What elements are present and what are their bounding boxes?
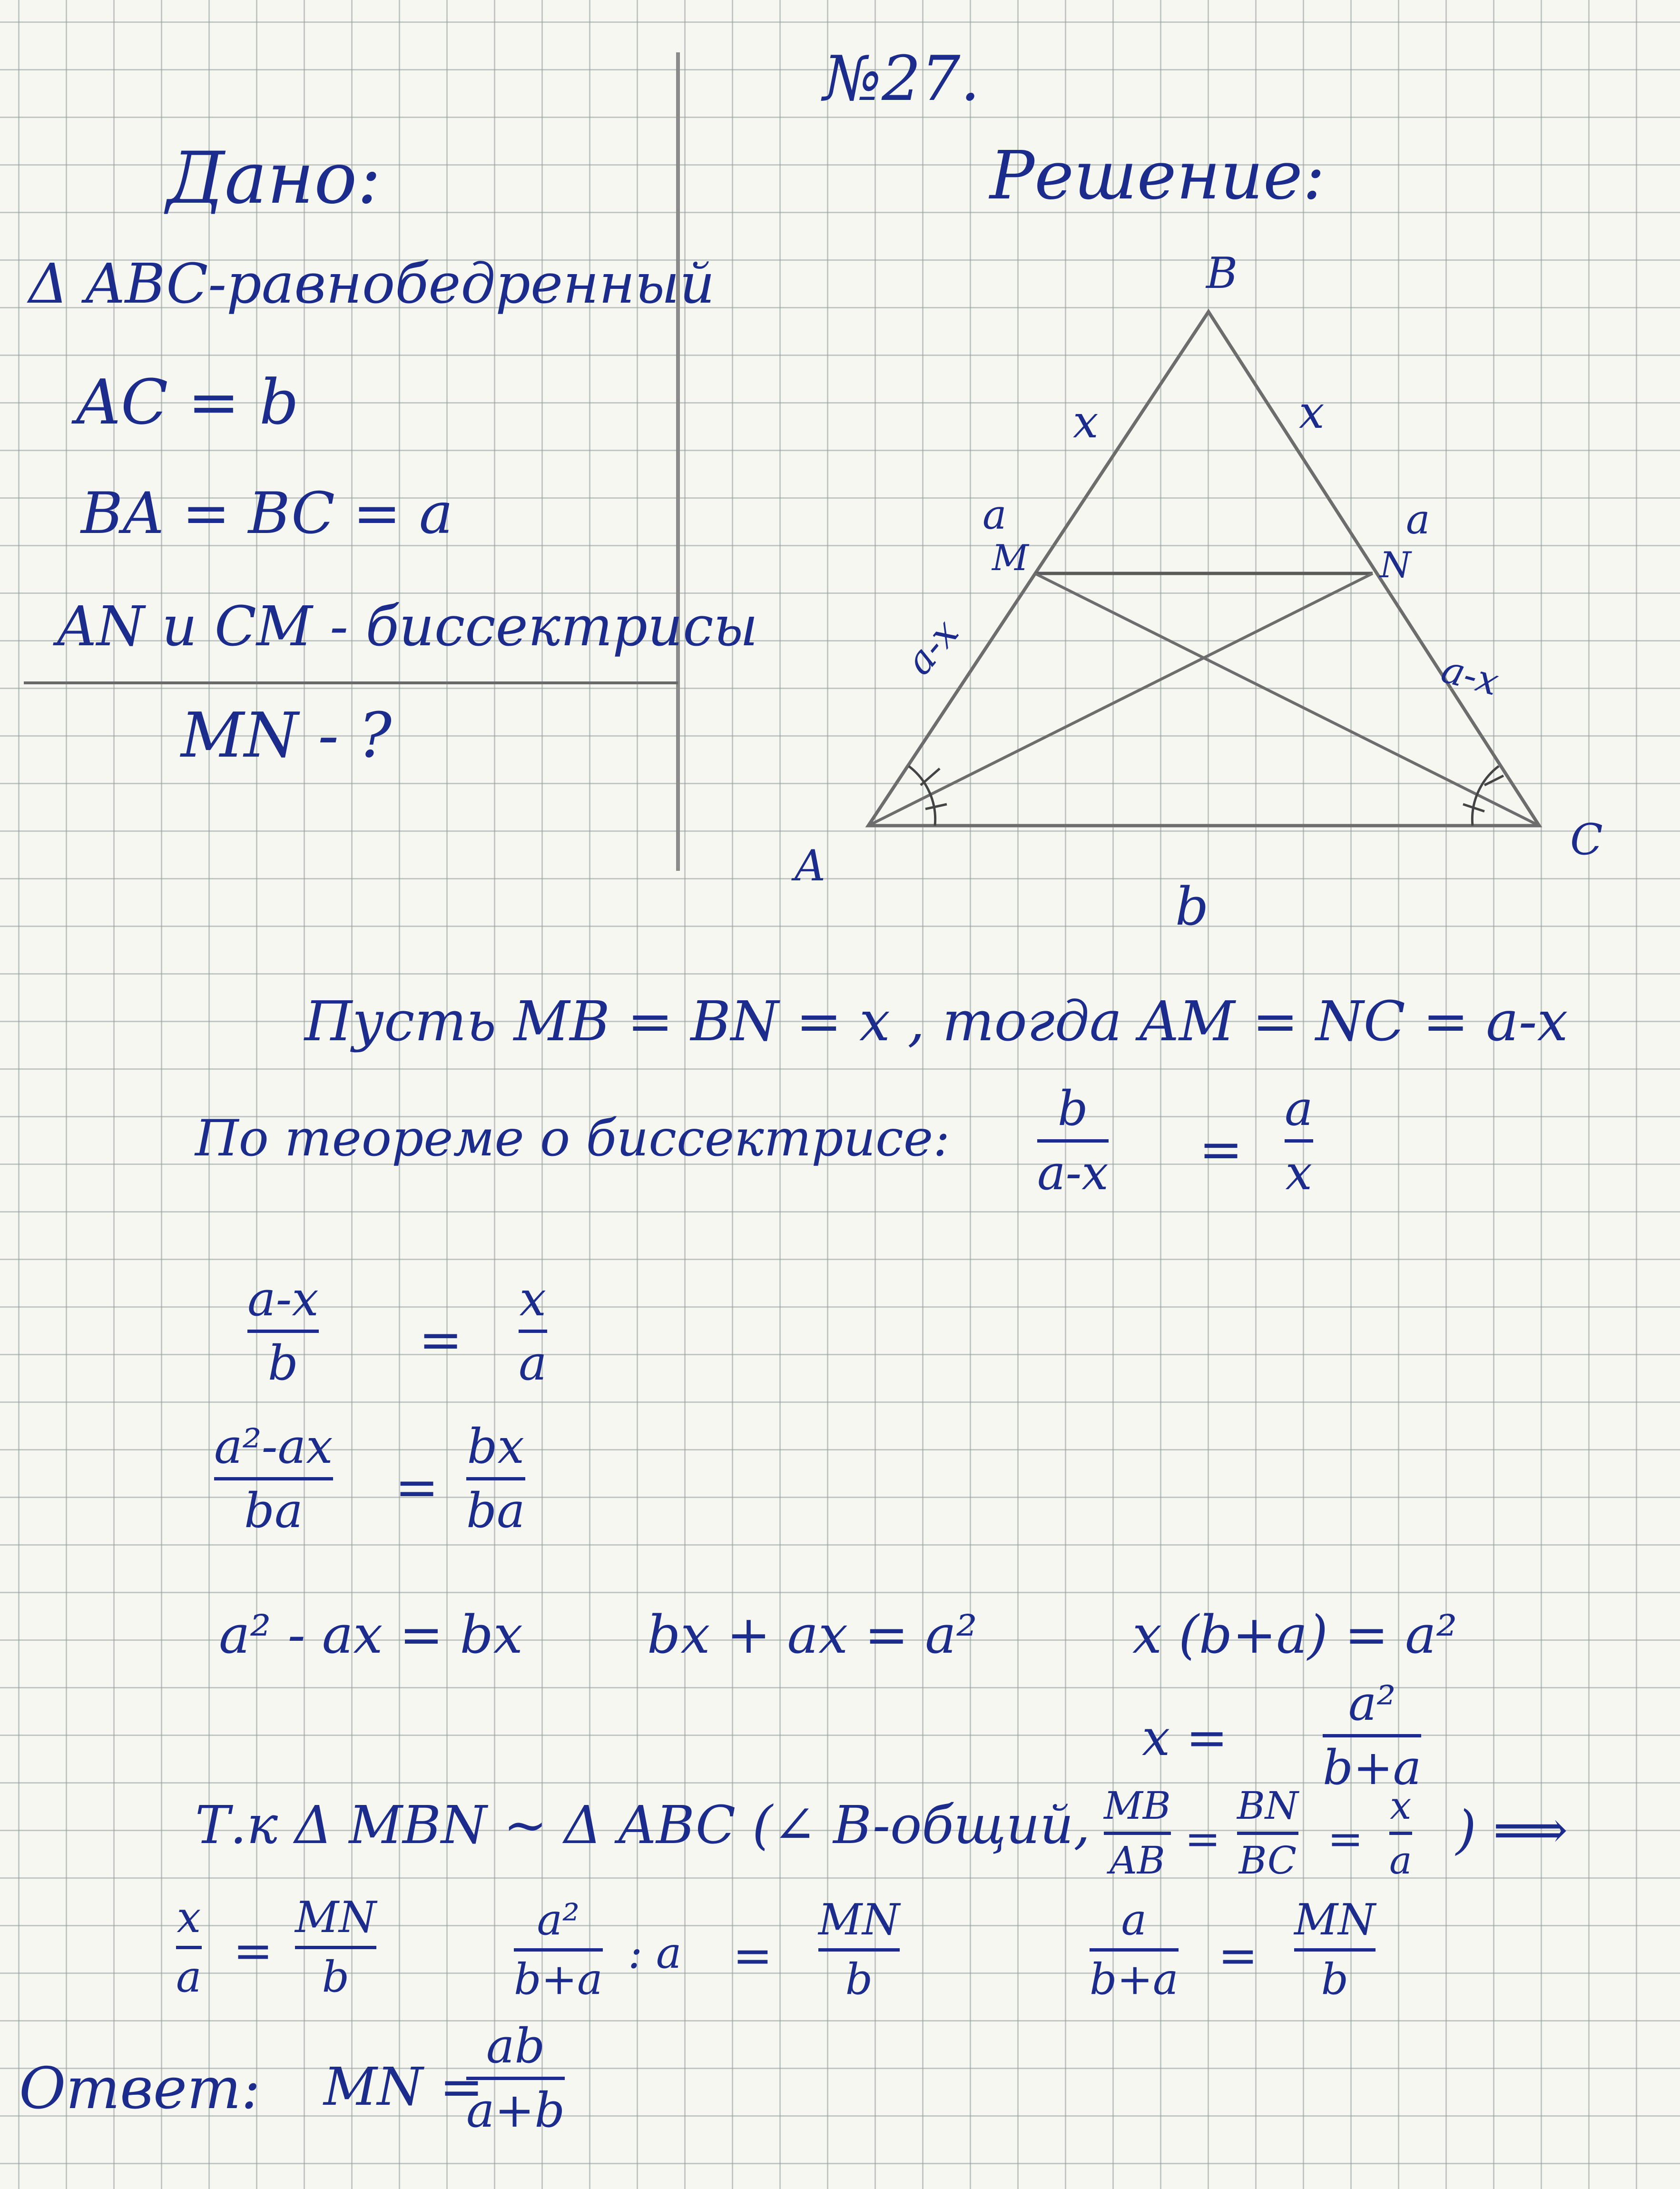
label-x-right: x — [1299, 386, 1325, 439]
answer-numerator: ab — [486, 2018, 545, 2074]
eq3-numerator-left: a²-ax — [214, 1419, 333, 1474]
answer-lhs: MN = — [324, 2056, 484, 2117]
label-a-right: a — [1406, 496, 1430, 543]
ratio-fraction-1 — [1104, 1784, 1171, 1883]
eq7-n1: a² — [537, 1895, 580, 1945]
eq8-d1: b+a — [1090, 1954, 1179, 2004]
eq1-left-fraction — [1037, 1081, 1109, 1201]
eq6-n1: x — [177, 1893, 201, 1942]
eq8-n1: a — [1121, 1895, 1147, 1945]
ratio-n1: MB — [1104, 1784, 1171, 1828]
answer-fraction — [466, 2018, 565, 2138]
eq5-lhs: x = — [1142, 1709, 1228, 1767]
eq1-numerator-left: b — [1057, 1081, 1088, 1136]
bisector-an — [868, 573, 1373, 826]
label-n: N — [1380, 544, 1411, 586]
eq5-fraction — [1323, 1676, 1422, 1795]
eq7-d1: b+a — [514, 1954, 603, 2004]
label-b: B — [1206, 248, 1238, 298]
find-line: MN - ? — [181, 699, 392, 771]
eq6-fraction-2 — [295, 1893, 376, 2002]
label-m: M — [992, 537, 1029, 579]
eq3-denominator-left: ba — [244, 1483, 303, 1538]
triangle-abc — [868, 312, 1539, 826]
label-c-vertex: C — [1570, 815, 1603, 865]
eq2-denominator-left: b — [267, 1335, 298, 1391]
eq6-fraction-1 — [176, 1893, 202, 2002]
eq7-fraction-1 — [514, 1895, 603, 2004]
eq2-numerator-right: x — [519, 1271, 547, 1327]
eq2-equals: = — [419, 1309, 463, 1370]
eq6-d1: a — [176, 1952, 202, 2002]
angle-tick-a2 — [925, 804, 947, 809]
ratio-d1: AB — [1110, 1838, 1165, 1883]
eq3-equals: = — [395, 1457, 439, 1518]
label-a-minus-x-left: a-x — [896, 611, 967, 683]
eq1-right-fraction — [1285, 1081, 1313, 1201]
eq4c: x (b+a) = a² — [1132, 1604, 1457, 1665]
eq3-right-fraction — [466, 1419, 525, 1538]
eq7-equals: = — [733, 1928, 773, 1983]
ratio-n2: BN — [1237, 1784, 1298, 1828]
ratio-fraction-3 — [1389, 1784, 1412, 1883]
answer-denominator: a+b — [466, 2082, 565, 2138]
eq8-equals: = — [1218, 1928, 1258, 1983]
angle-tick-a1 — [921, 769, 940, 785]
ratio-eq-1: = — [1185, 1814, 1221, 1864]
problem-number: №27. — [823, 42, 980, 115]
eq5-denominator: b+a — [1323, 1740, 1422, 1795]
label-b-base: b — [1175, 876, 1209, 937]
theorem-line: По теореме о биссектрисе: — [195, 1109, 950, 1167]
eq8-fraction-2 — [1294, 1895, 1375, 2004]
given-line-3: BA = BC = a — [81, 481, 453, 547]
similar-tail: ) ⟹ — [1456, 1799, 1568, 1860]
answer-label: Ответ: — [19, 2056, 261, 2122]
given-line-1: Δ ABC-равнобедренный — [29, 252, 715, 316]
given-heading: Дано: — [167, 137, 382, 220]
eq2-denominator-right: a — [519, 1335, 547, 1391]
eq3-left-fraction — [214, 1419, 333, 1538]
given-line-2: AC = b — [76, 366, 299, 438]
eq3-numerator-right: bx — [467, 1419, 525, 1474]
eq1-numerator-right: a — [1285, 1081, 1313, 1136]
label-a-vertex: A — [795, 841, 825, 891]
eq4b: bx + ax = a² — [647, 1604, 977, 1665]
eq6-n2: MN — [295, 1893, 376, 1942]
bisector-cm — [1035, 573, 1539, 826]
angle-arc-c — [1472, 766, 1499, 826]
solution-heading: Решение: — [990, 137, 1325, 215]
eq3-denominator-right: ba — [466, 1483, 525, 1538]
let-line: Пусть MB = BN = x , тогда AM = NC = a-x — [305, 990, 1568, 1054]
eq7-d2: b — [845, 1954, 873, 2004]
given-line-4: AN и CM - биссектрисы — [57, 595, 758, 659]
ratio-n3: x — [1390, 1784, 1412, 1828]
ratio-d3: a — [1389, 1838, 1412, 1883]
eq6-equals: = — [233, 1923, 273, 1979]
similar-line: Т.к Δ MBN ~ Δ ABC (∠ B-общий, — [195, 1795, 1091, 1855]
eq1-equals: = — [1199, 1119, 1243, 1180]
eq7-n2: MN — [818, 1895, 900, 1945]
eq1-denominator-left: a-x — [1037, 1145, 1109, 1201]
eq8-fraction-1 — [1090, 1895, 1179, 2004]
ratio-eq-2: = — [1327, 1814, 1364, 1864]
label-a-left: a — [982, 492, 1007, 539]
eq7-fraction-2 — [818, 1895, 900, 2004]
label-a-minus-x-right: a-x — [1437, 647, 1503, 704]
eq8-d2: b — [1321, 1954, 1349, 2004]
eq6-d2: b — [322, 1952, 350, 2002]
label-x-left: x — [1073, 396, 1099, 448]
eq2-left-fraction — [247, 1271, 319, 1391]
eq7-div: : a — [628, 1928, 682, 1978]
eq2-right-fraction — [519, 1271, 547, 1391]
eq8-n2: MN — [1294, 1895, 1375, 1945]
eq1-denominator-right: x — [1285, 1145, 1313, 1201]
ratio-fraction-2 — [1237, 1784, 1298, 1883]
ratio-d2: BC — [1238, 1838, 1297, 1883]
eq2-numerator-left: a-x — [247, 1271, 319, 1327]
eq4a: a² - ax = bx — [219, 1604, 523, 1665]
eq5-numerator: a² — [1348, 1676, 1396, 1731]
